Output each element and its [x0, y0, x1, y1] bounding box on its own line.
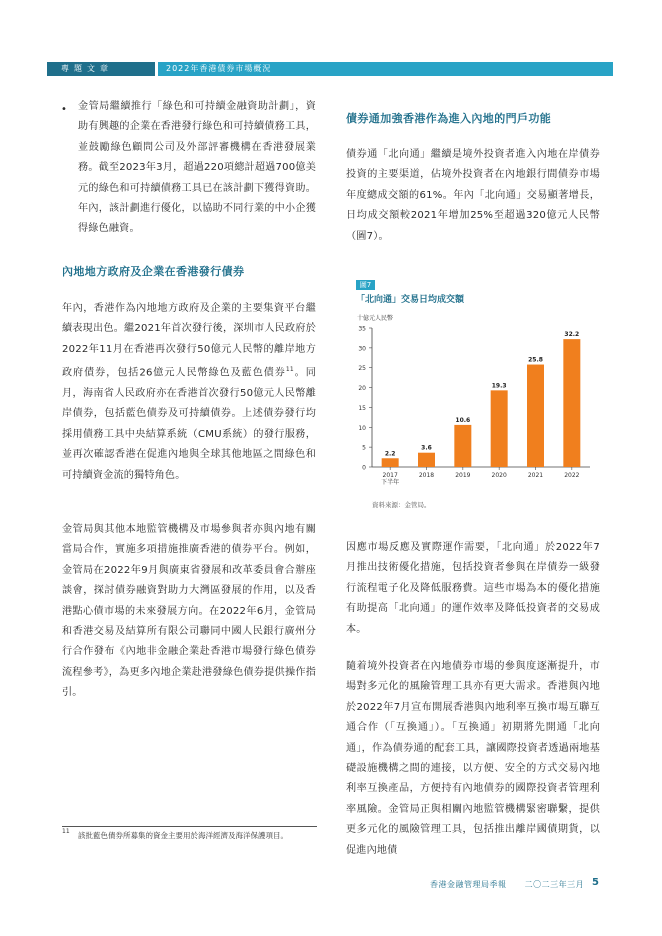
bar [382, 458, 399, 467]
section-heading-mainland: 內地地方政府及企業在香港發行債券 [62, 265, 245, 278]
bar-value-label: 32.2 [564, 331, 580, 339]
bar [491, 390, 508, 467]
footnote-divider [62, 826, 317, 827]
bar-value-label: 10.6 [455, 416, 471, 424]
y-tick-label: 20 [358, 385, 366, 393]
x-tick-label: 2020 [491, 472, 507, 479]
bar-value-label: 19.3 [491, 382, 507, 390]
x-tick-label: 2021 [527, 472, 544, 479]
bullet-icon: • [61, 104, 67, 115]
footer-title: 香港金融管理局季報 [430, 880, 507, 889]
figure-tag: 圖7 [356, 280, 375, 290]
paragraph-mainland-issuance [62, 299, 316, 486]
paragraph-northbound [346, 145, 600, 247]
paragraph-optimisation [346, 538, 600, 640]
paragraph-swap-connect [346, 657, 600, 861]
article-title: 2022年香港債券市場概況 [158, 62, 613, 76]
bar [527, 365, 544, 467]
x-tick-label: 2017 [382, 472, 398, 479]
bar-value-label: 2.2 [384, 450, 396, 458]
figure-title: 「北向通」交易日均成交額 [356, 295, 465, 305]
paragraph-text-cont: 。同月，海南省人民政府亦在香港首次發行50億元人民幣離岸債券，包括藍色債券及可持續債券。上述債券發行均採用債務工具中央結算系統（CMU系統）的發行服務，並再次確認香港在促進內地與全球其他地區之間綠色和可持續資金流的獨特角色。 [62, 367, 316, 481]
footer-date: 二〇二三年三月 [524, 880, 585, 889]
section-heading-bond-connect: 債券通加強香港作為進入內地的門戶功能 [346, 112, 552, 125]
y-tick-label: 5 [362, 444, 366, 452]
x-tick-label: 2022 [564, 472, 580, 479]
bullet-text: 金管局繼續推行「綠色和可持續金融資助計劃」，資助有興趣的企業在香港發行綠色和可持續債務工具，並鼓勵綠色顧問公司及外部評審機構在香港發展業務。截至2023年3月，超過220項總計超過700億美元的綠色和可持續債務工具已在該計劃下獲得資助。年內，該計劃進行優化，以協助不同行業的中小企獲得綠色融資。 [78, 101, 316, 235]
y-tick-label: 0 [362, 464, 366, 472]
paragraph-text: 年內，香港作為內地地方政府及企業的主要集資平台繼續表現出色。繼2021年首次發行後，深圳市人民政府於2022年11月在香港再次發行50億元人民幣的離岸地方政府債券，包括26億元人民幣綠色及藍色債券 [62, 303, 316, 379]
y-tick-label: 35 [358, 325, 366, 333]
section-label: 專題文章 [47, 62, 155, 76]
footnote-text: 該批藍色債券所募集的資金主要用於海洋經濟及海洋保護項目。 [78, 831, 288, 840]
bar-value-label: 25.8 [528, 356, 543, 364]
paragraph-cooperation [62, 520, 316, 704]
y-axis-unit: 十億元人民幣 [357, 315, 394, 322]
footnote-ref: 11 [285, 366, 294, 374]
x-tick-label: 2018 [418, 472, 435, 479]
bar-chart [352, 322, 602, 494]
y-tick-label: 30 [358, 345, 366, 353]
figure-source: 資料來源：金管局。 [372, 501, 431, 509]
footnote-number: 11 [62, 828, 70, 835]
paragraph-text: 因應市場反應及實際運作需要，「北向通」於2022年7月推出技術優化措施，包括投資者參與在岸債券一級發行流程電子化及降低服務費。這些市場為本的優化措施有助提高「北向通」的運作效率及降低投資者的交易成本。 [346, 542, 600, 635]
footer-publication [430, 879, 584, 890]
bullet-paragraph [78, 97, 316, 240]
bar [418, 453, 435, 467]
y-tick-label: 10 [358, 424, 366, 432]
footnote [62, 830, 317, 842]
x-tick-label: 2019 [455, 472, 471, 479]
paragraph-text: 債券通「北向通」繼續是境外投資者進入內地在岸債券投資的主要渠道，佔境外投資者在內地銀行間債券市場年度總成交額的61%。年內「北向通」交易顯著增長，日均成交額較2021年增加25%至超過320億元人民幣（圖7）。 [346, 149, 600, 242]
paragraph-text: 隨着境外投資者在內地債券市場的參與度逐漸提升，市場對多元化的風險管理工具亦有更大需求。香港與內地於2022年7月宣布開展香港與內地利率互換市場互聯互通合作（「互換通」）。「互換通」初期將先開通「北向通」，作為債券通的配套工具，讓國際投資者透過兩地基礎設施機構之間的連接，以方便、安全的方式交易內地利率互換產品，方便持有內地債券的國際投資者管理利率風險。金管局正與相關內地監管機構緊密聯繫，提供更多元化的風險管理工具，包括推出離岸國債期貨，以促進內地債 [346, 661, 600, 856]
bar [563, 339, 580, 467]
page-number: 5 [592, 877, 599, 888]
y-tick-label: 25 [358, 365, 366, 373]
bar-value-label: 3.6 [421, 444, 432, 452]
y-tick-label: 15 [358, 404, 366, 412]
x-tick-label: 下半年 [381, 479, 400, 486]
paragraph-text: 金管局與其他本地監管機構及市場參與者亦與內地有關當局合作，實施多項措施推廣香港的債券平台。例如，金管局在2022年9月與廣東省發展和改革委員會合辦座談會，探討債券融資對助力大灣區發展的作用，以及香港點心債市場的未來發展方向。在2022年6月，金管局和香港交易及結算所有限公司聯同中國人民銀行廣州分行合作發布《內地非金融企業赴香港市場發行綠色債券流程參考》，為更多內地企業赴港發綠色債券提供操作指引。 [62, 524, 316, 699]
bar [454, 425, 471, 467]
